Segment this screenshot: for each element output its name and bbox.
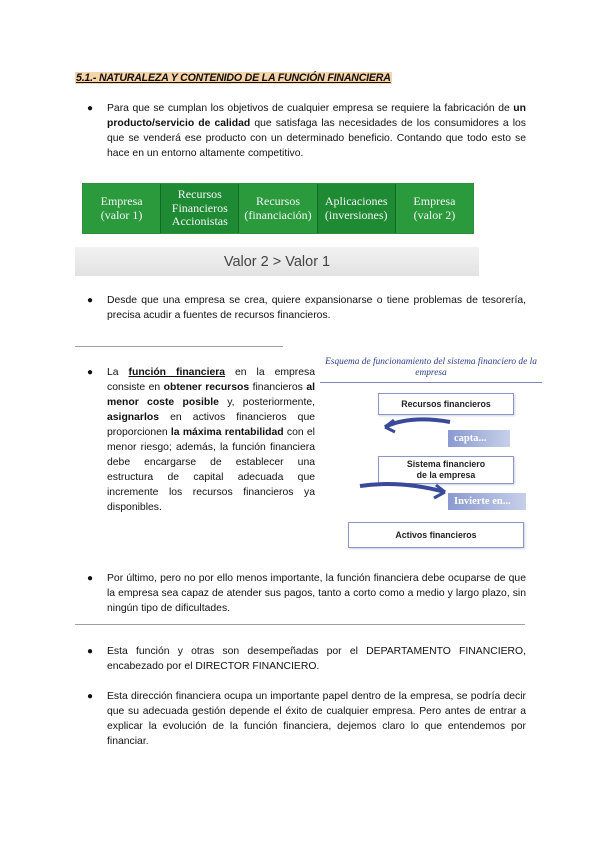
paragraph-expansion: ● Desde que una empresa se crea, quiere expansionarse o tiene problemas de tesorería, precisa acudir a fuentes de recursos financieros. (87, 295, 526, 321)
paragraph-direccion: ● Esta dirección financiera ocupa un importante papel dentro de la empresa, se podría decir que su adecuada gestión depende el éxito de cualquier empresa. Pero antes de entrar a explicar la evolución de la función financiera, dejemos claro lo que entendemos por financiar. (87, 691, 526, 747)
divider (75, 624, 525, 625)
curved-arrow-right-icon (350, 482, 460, 508)
schema-caption-rule (320, 382, 542, 383)
section-title: 5.1.- NATURALEZA Y CONTENIDO DE LA FUNCIÓN FINANCIERA (76, 72, 391, 84)
emphasis: un producto/servicio de calidad (107, 103, 526, 129)
bullet-icon: ● (87, 103, 94, 114)
paragraph-departamento: ● Esta función y otras son desempeñadas por el DEPARTAMENTO FINANCIERO, encabezado por el DIRECTOR FINANCIERO. (87, 646, 526, 672)
paragraph-intro: ● Para que se cumplan los objetivos de cualquier empresa se requiere la fabricación de un producto/servicio de calidad que satisfaga las necesidades de los consumidores a los que se venderá ese producto con un determinado beneficio. Contando que todo esto se hace en un entorno altamente competitivo. (87, 103, 526, 159)
key-term: función financiera (128, 367, 226, 378)
valor-comparison-band (75, 247, 479, 276)
flow-step-recursos-financieros: Recursos Financieros Accionistas (161, 184, 239, 233)
flow-step-empresa-valor-2: Empresa (valor 2) (413, 194, 456, 222)
valor-comparison-text: Valor 2 > Valor 1 (223, 253, 331, 270)
schema-caption: Esquema de funcionamiento del sistema financiero de la empresa (325, 357, 537, 378)
schema-tag-capta: capta... (448, 430, 510, 447)
schema-box-activos: Activos financieros (348, 522, 524, 548)
bullet-icon: ● (87, 646, 94, 657)
financial-system-schema (320, 357, 542, 552)
schema-tag-invierte: Invierte en... (448, 493, 526, 510)
paragraph-funcion-financiera: ● La función financiera en la empresa consiste en obtener recursos financieros al menor coste posible y, posteriormente, asignarlos en activos financieros que proporcionen la máxima rentabilidad con el menor riesgo; además, la función financiera debe encargarse de establecer una estructura de capital adecuada que incremente los recursos financieros ya disponibles. (87, 367, 316, 513)
bullet-icon: ● (87, 691, 94, 702)
financial-flow-diagram (82, 183, 474, 234)
bullet-icon: ● (87, 573, 94, 584)
paragraph-pagos: ● Por último, pero no por ello menos importante, la función financiera debe ocuparse de que la empresa sea capaz de atender sus pagos, tanto a corto como a medio y largo plazo, sin ningún tipo de dificultades. (87, 573, 526, 614)
flow-step-aplicaciones: Aplicaciones (inversiones) (318, 184, 396, 233)
schema-box-sistema: Sistema financiero de la empresa (378, 456, 514, 484)
bullet-icon: ● (87, 295, 94, 306)
bullet-icon: ● (87, 367, 94, 378)
curved-arrow-left-icon (370, 417, 460, 439)
flow-step-empresa-valor-1: Empresa (valor 1) (83, 184, 161, 233)
flow-step-recursos-financiacion: Recursos (financiación) (239, 184, 317, 233)
divider (75, 346, 283, 347)
schema-box-recursos: Recursos financieros (378, 393, 514, 415)
